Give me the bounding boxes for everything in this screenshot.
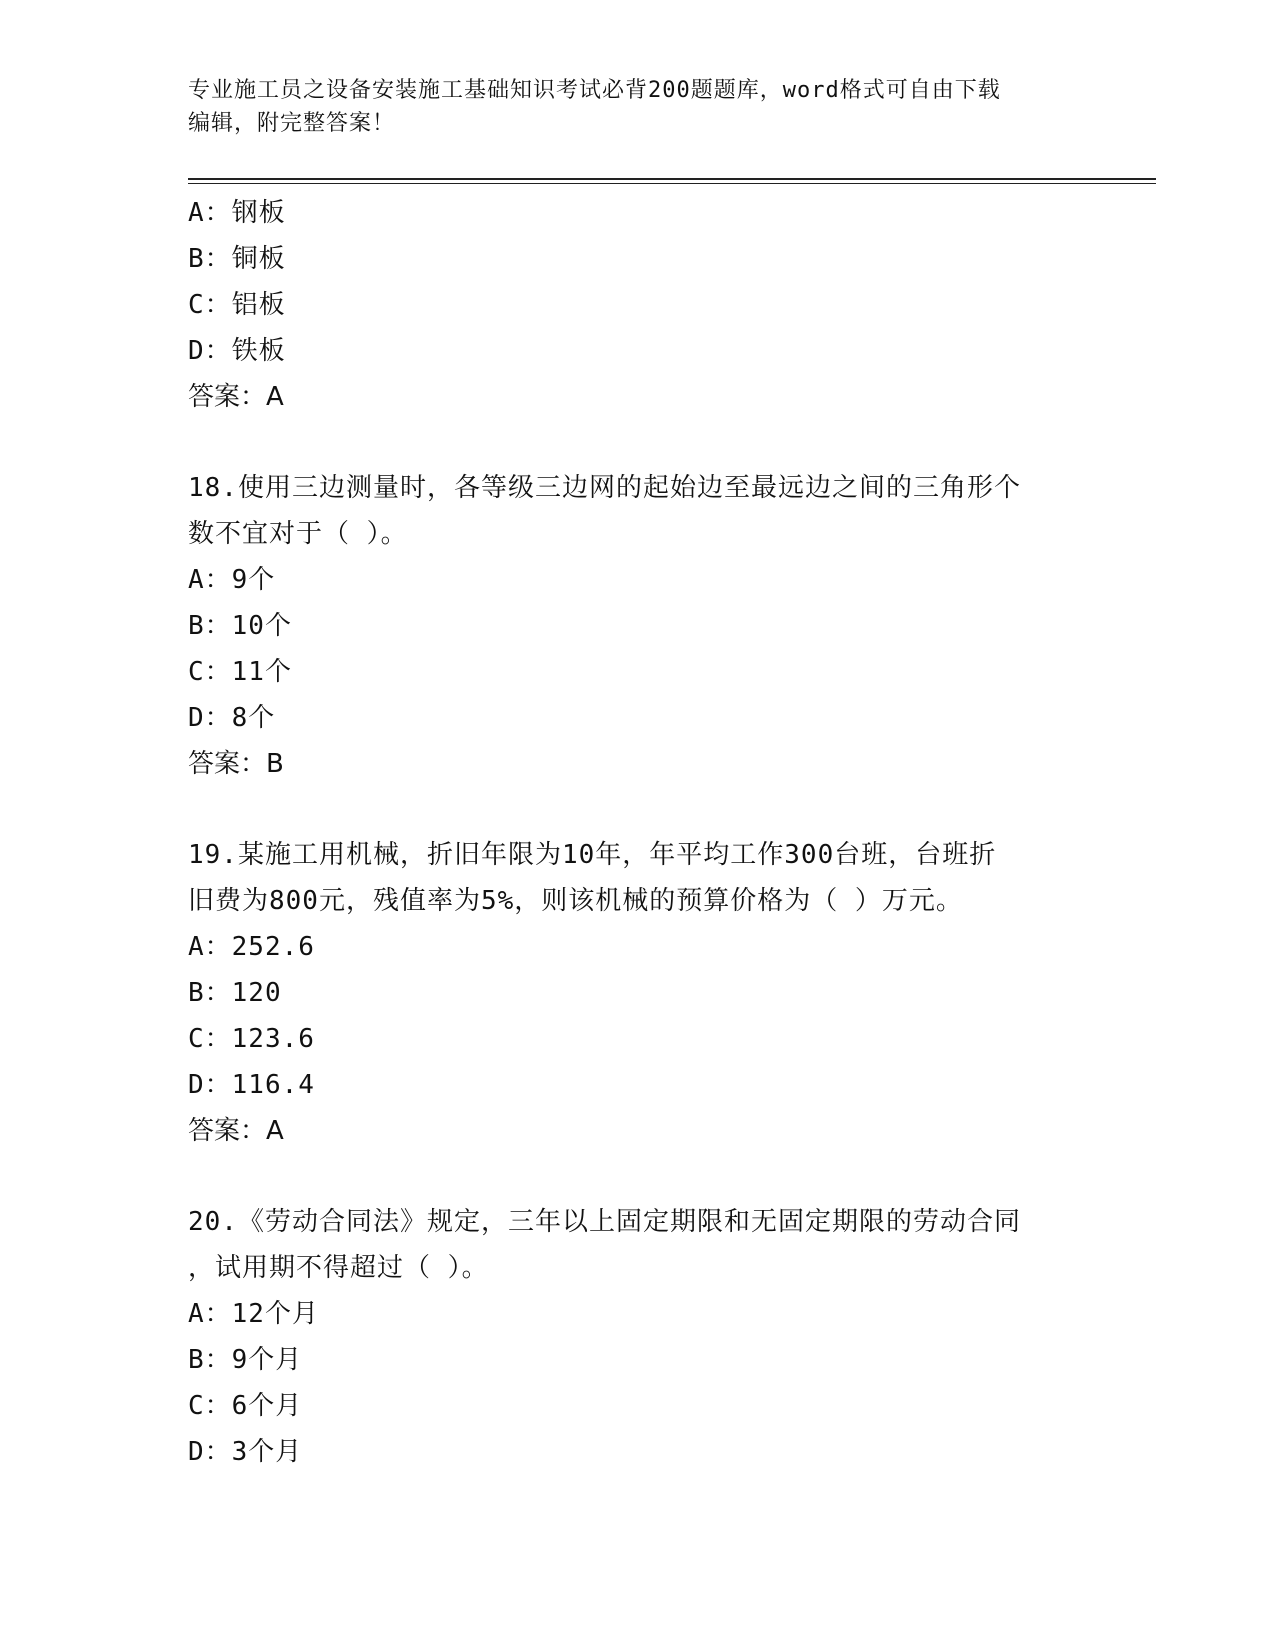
option-d: D：铁板 [188, 336, 286, 366]
question-19 [188, 832, 1108, 1154]
option-b: B：铜板 [188, 244, 286, 274]
option-c: C：铝板 [188, 290, 286, 320]
header-divider-thick [188, 178, 1156, 180]
option-b: B：9个月 [188, 1345, 303, 1375]
option-d: D：116.4 [188, 1070, 315, 1100]
answer-label: 答案：A [188, 1116, 284, 1146]
option-a: A：钢板 [188, 198, 286, 228]
document-header [188, 74, 1088, 140]
option-d: D：3个月 [188, 1437, 303, 1467]
header-title-line-1: 专业施工员之设备安装施工基础知识考试必背200题题库，word格式可自由下载 [188, 78, 1001, 103]
answer-label: 答案：B [188, 749, 284, 779]
question-text-line-2: ，试用期不得超过（ ）。 [188, 1253, 489, 1283]
question-text-line-1: 19.某施工用机械，折旧年限为10年，年平均工作300台班，台班折 [188, 840, 997, 870]
option-b: B：10个 [188, 611, 292, 641]
option-c: C：6个月 [188, 1391, 303, 1421]
question-text-line-1: 20.《劳动合同法》规定，三年以上固定期限和无固定期限的劳动合同 [188, 1207, 1021, 1237]
question-text-line-2: 数不宜对于（ ）。 [188, 519, 408, 549]
option-a: A：252.6 [188, 932, 315, 962]
option-a: A：9个 [188, 565, 276, 595]
option-d: D：8个 [188, 703, 276, 733]
spacer [188, 1154, 1108, 1199]
question-18 [188, 465, 1108, 787]
question-text-line-1: 18.使用三边测量时，各等级三边网的起始边至最远边之间的三角形个 [188, 473, 1021, 503]
question-17 [188, 190, 1108, 420]
header-title-line-2: 编辑，附完整答案！ [188, 111, 396, 136]
option-b: B：120 [188, 978, 282, 1008]
option-a: A：12个月 [188, 1299, 319, 1329]
answer-label: 答案：A [188, 382, 284, 412]
question-text-line-2: 旧费为800元，残值率为5%，则该机械的预算价格为（ ）万元。 [188, 886, 963, 916]
question-list [188, 190, 1108, 1475]
option-c: C：11个 [188, 657, 292, 687]
spacer [188, 787, 1108, 832]
option-c: C：123.6 [188, 1024, 315, 1054]
question-20 [188, 1199, 1108, 1475]
header-divider-thin [188, 183, 1156, 184]
spacer [188, 420, 1108, 465]
